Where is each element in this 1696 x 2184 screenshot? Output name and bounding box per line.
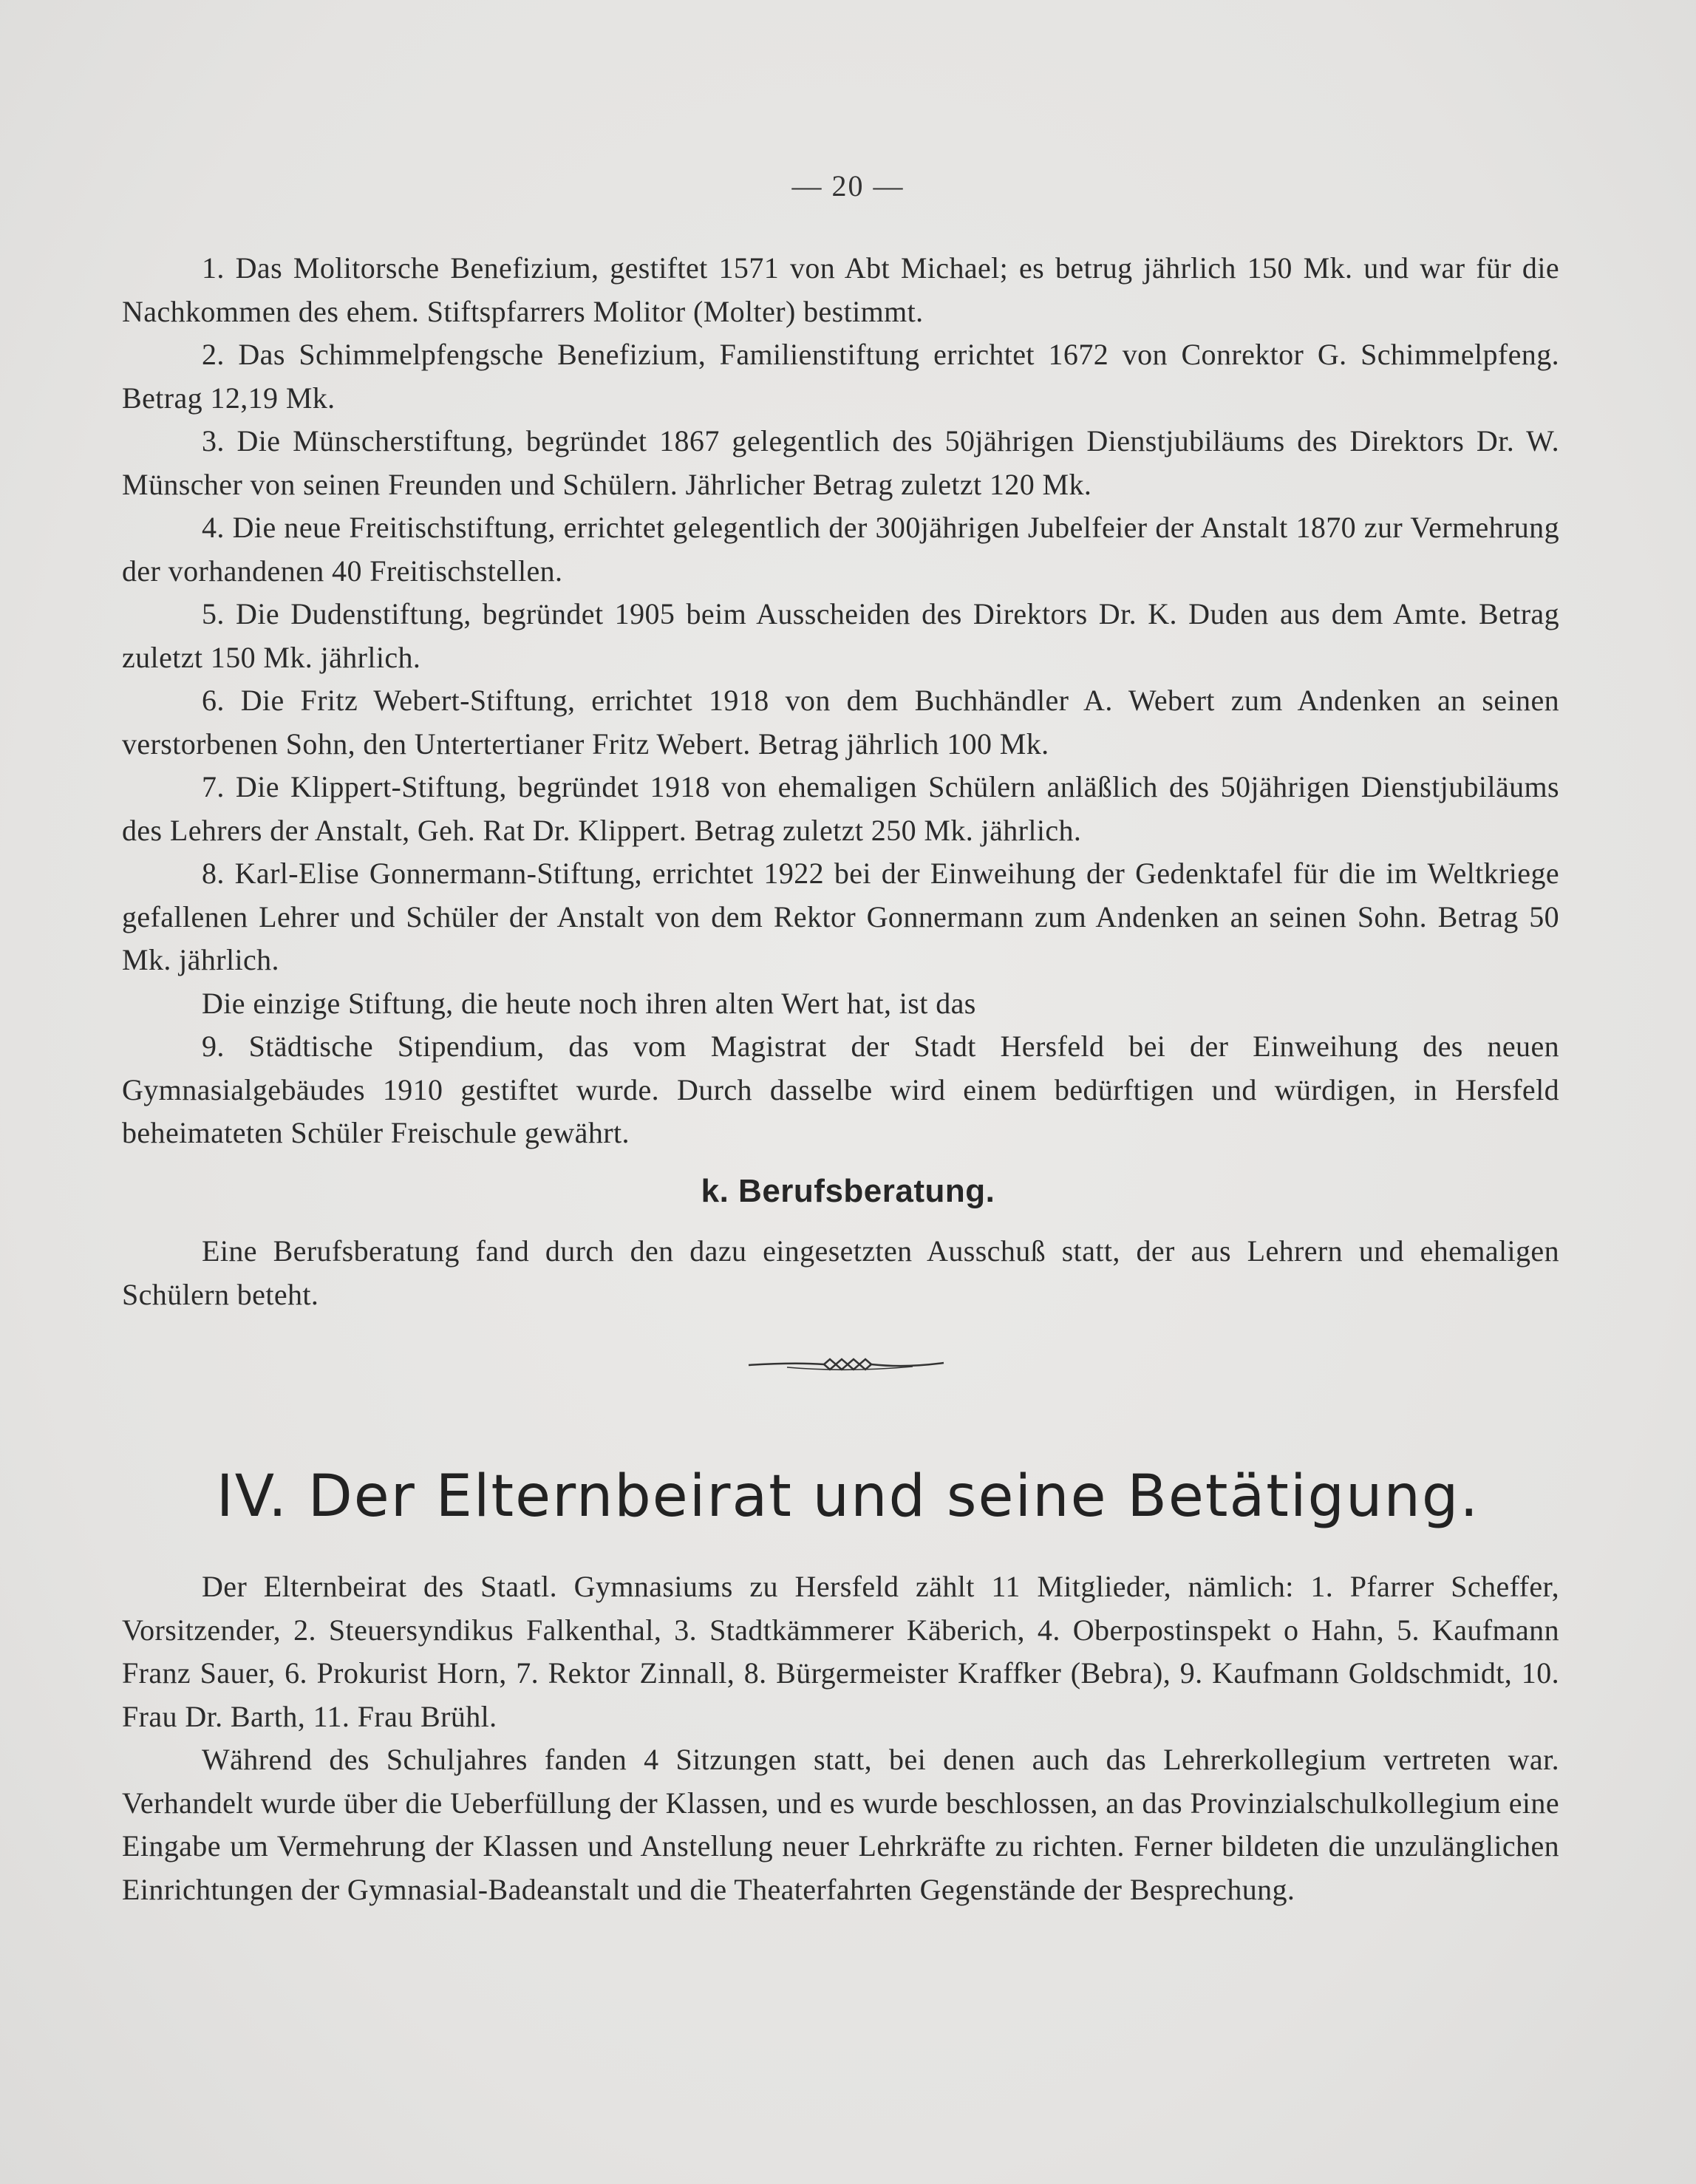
berufsberatung-paragraph: Eine Berufsberatung fand durch den dazu eingesetzten Ausschuß statt, der aus Lehrern und ehemaligen Schülern beteht. [122, 1234, 1559, 1311]
foundation-item: 1. Das Molitorsche Benefizium, gestiftet 1571 von Abt Michael; es betrug jährlich 150 Mk. und war für die Nachkommen des ehem. Stiftspfarrers Molitor (Molter) bestimmt. [122, 251, 1559, 328]
foundation-item: 2. Das Schimmelpfengsche Benefizium, Familienstiftung errichtet 1672 von Conrektor G. Schimmelpfeng. Betrag 12,19 Mk. [122, 338, 1559, 415]
elternbeirat-paragraph: Während des Schuljahres fanden 4 Sitzungen statt, bei denen auch das Lehrerkollegium vertreten war. Verhandelt wurde über die Ueberfüllung der Klassen, und es wurde beschlossen, an das Provinzialschulkollegium eine Eingabe um Vermehrung der Klassen und Anstellung neuer Lehrkräfte zu richten. Ferner bildeten die unzulänglichen Einrichtungen der Gymnasial-Badeanstalt und die Theaterfahrten Gegenstände der Besprechung. [122, 1743, 1559, 1906]
foundation-item: 6. Die Fritz Webert-Stiftung, errichtet 1918 von dem Buchhändler A. Webert zum Andenken an seinen verstorbenen Sohn, den Untertertianer Fritz Webert. Betrag jährlich 100 Mk. [122, 684, 1559, 761]
foundation-item: 5. Die Dudenstiftung, begründet 1905 beim Ausscheiden des Direktors Dr. K. Duden aus dem Amte. Betrag zuletzt 150 Mk. jährlich. [122, 597, 1559, 674]
foundation-item: 3. Die Münscherstiftung, begründet 1867 gelegentlich des 50jährigen Dienstjubiläums des Direktors Dr. W. Münscher von seinen Freunden und Schülern. Jährlicher Betrag zuletzt 120 Mk. [122, 424, 1559, 501]
page-number: — 20 — [791, 169, 905, 203]
elternbeirat-section [122, 1565, 1559, 1911]
berufsberatung-section [122, 1230, 1559, 1316]
foundation-note: Die einzige Stiftung, die heute noch ihren alten Wert hat, ist das [202, 986, 976, 1020]
foundation-item: 4. Die neue Freitischstiftung, errichtet gelegentlich der 300jährigen Jubelfeier der Anstalt 1870 zur Vermehrung der vorhandenen 40 Freitischstellen. [122, 511, 1559, 588]
chapter-title: IV. Der Elternbeirat und seine Betätigung. [216, 1463, 1480, 1530]
decorative-divider-ornament [743, 1349, 950, 1378]
section-heading-berufsberatung: k. Berufsberatung. [701, 1173, 995, 1209]
foundation-item: 7. Die Klippert-Stiftung, begründet 1918 von ehemaligen Schülern anläßlich des 50jährigen Dienstjubiläums des Lehrers der Anstalt, Geh. Rat Dr. Klippert. Betrag zuletzt 250 Mk. jährlich. [122, 770, 1559, 847]
foundation-item: 9. Städtische Stipendium, das vom Magistrat der Stadt Hersfeld bei der Einweihung des neuen Gymnasialgebäudes 1910 gestiftet wurde. Durch dasselbe wird einem bedürftigen und würdigen, in Hersfeld beheimateten Schüler Freischule gewährt. [122, 1030, 1559, 1149]
foundations-list [122, 247, 1559, 1155]
foundation-item: 8. Karl-Elise Gonnermann-Stiftung, errichtet 1922 bei der Einweihung der Gedenktafel für die im Weltkriege gefallenen Lehrer und Schüler der Anstalt von dem Rektor Gonnermann zum Andenken an seinen Sohn. Betrag 50 Mk. jährlich. [122, 857, 1559, 976]
elternbeirat-paragraph: Der Elternbeirat des Staatl. Gymnasiums zu Hersfeld zählt 11 Mitglieder, nämlich: 1. Pfarrer Scheffer, Vorsitzender, 2. Steuersyndikus Falkenthal, 3. Stadtkämmerer Käberich, 4. Oberpostinspekt o Hahn, 5. Kaufmann Franz Sauer, 6. Prokurist Horn, 7. Rektor Zinnall, 8. Bürgermeister Kraffker (Bebra), 9. Kaufmann Goldschmidt, 10. Frau Dr. Barth, 11. Frau Brühl. [122, 1570, 1559, 1733]
